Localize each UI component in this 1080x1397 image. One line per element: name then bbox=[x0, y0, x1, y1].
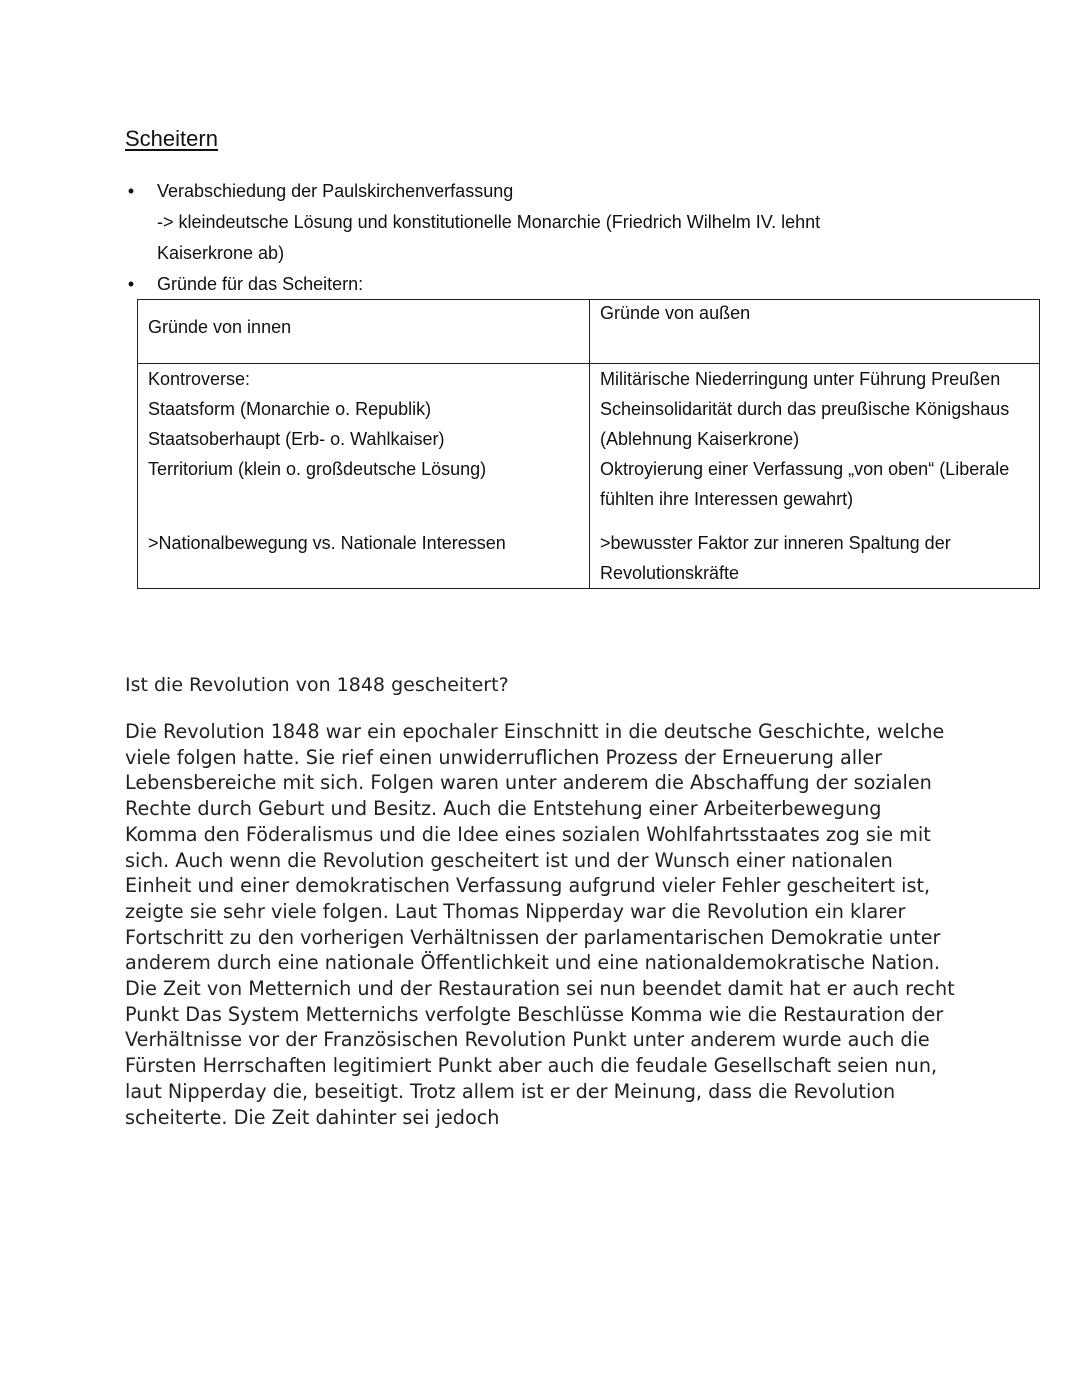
bullet-list bbox=[125, 176, 1025, 300]
essay-line: Einheit und einer demokratischen Verfassung aufgrund vieler Fehler gescheitert ist, bbox=[125, 874, 931, 898]
bullet-subtext: Kaiserkrone ab) bbox=[157, 243, 285, 263]
essay-line: Fortschritt zu den vorherigen Verhältnissen der parlamentarischen Demokratie unter bbox=[125, 925, 941, 949]
cell-line: Kontroverse: bbox=[148, 369, 251, 389]
table-header-outer: Gründe von außen bbox=[590, 300, 1040, 364]
bullet-subtext: -> kleindeutsche Lösung und konstitutionelle Monarchie (Friedrich Wilhelm IV. lehnt bbox=[157, 212, 821, 232]
table-header-inner: Gründe von innen bbox=[138, 300, 590, 364]
section-title: Scheitern bbox=[125, 126, 218, 151]
essay-line: Die Zeit von Metternich und der Restauration sei nun beendet damit hat er auch recht bbox=[125, 977, 955, 1001]
table-cell-inner bbox=[138, 364, 590, 589]
cell-conclusion: >Nationalbewegung vs. Nationale Interessen bbox=[148, 533, 506, 553]
table-cell-outer bbox=[590, 364, 1040, 589]
cell-line: Staatsoberhaupt (Erb- o. Wahlkaiser) bbox=[148, 429, 445, 449]
essay-line: viele folgen hatte. Sie rief einen unwiderruflichen Prozess der Erneuerung aller bbox=[125, 745, 883, 769]
table-header-row bbox=[138, 300, 1040, 364]
essay-line: Punkt Das System Metternichs verfolgte Beschlüsse Komma wie die Restauration der bbox=[125, 1002, 944, 1026]
essay-line: Komma den Föderalismus und die Idee eines sozialen Wohlfahrtsstaates zog sie mit bbox=[125, 822, 931, 846]
cell-line: (Ablehnung Kaiserkrone) bbox=[600, 429, 800, 449]
cell-line: Oktroyierung einer Verfassung „von oben“ (Liberale bbox=[600, 459, 1010, 479]
cell-gap bbox=[148, 514, 579, 528]
essay-line: zeigte sie sehr viele folgen. Laut Thomas Nipperday war die Revolution ein klarer bbox=[125, 899, 906, 923]
cell-line: Militärische Niederringung unter Führung Preußen bbox=[600, 369, 1001, 389]
essay-line: sich. Auch wenn die Revolution gescheitert ist und der Wunsch einer nationalen bbox=[125, 848, 893, 872]
bullet-text: Verabschiedung der Paulskirchenverfassung bbox=[157, 181, 514, 201]
cell-conclusion: Revolutionskräfte bbox=[600, 563, 740, 583]
essay-line: Fürsten Herrschaften legitimiert Punkt aber auch die feudale Gesellschaft seien nun, bbox=[125, 1054, 938, 1078]
cell-line: fühlten ihre Interessen gewahrt) bbox=[600, 489, 854, 509]
essay-line: scheiterte. Die Zeit dahinter sei jedoch bbox=[125, 1105, 500, 1129]
essay-question: Ist die Revolution von 1848 gescheitert? bbox=[125, 674, 509, 696]
bullet-marker: • bbox=[127, 181, 135, 201]
bullet-item bbox=[125, 269, 1025, 300]
cell-conclusion: >bewusster Faktor zur inneren Spaltung der bbox=[600, 533, 951, 553]
cell-gap bbox=[600, 514, 1029, 528]
essay-paragraph bbox=[125, 719, 985, 1130]
essay-line: anderem durch eine nationale Öffentlichkeit und eine nationaldemokratische Nation. bbox=[125, 951, 940, 975]
bullet-item bbox=[125, 176, 1025, 269]
reasons-table bbox=[137, 299, 1040, 589]
essay-line: Verhältnisse vor der Französischen Revolution Punkt unter anderem wurde auch die bbox=[125, 1028, 930, 1052]
essay-line: Rechte durch Geburt und Besitz. Auch die Entstehung einer Arbeiterbewegung bbox=[125, 797, 882, 821]
table-row bbox=[138, 364, 1040, 589]
cell-line: Scheinsolidarität durch das preußische Königshaus bbox=[600, 399, 1010, 419]
bullet-marker: • bbox=[127, 274, 135, 294]
cell-spacer bbox=[148, 484, 579, 514]
essay-line: laut Nipperday die, beseitigt. Trotz allem ist er der Meinung, dass die Revolution bbox=[125, 1079, 896, 1103]
cell-line: Territorium (klein o. großdeutsche Lösung) bbox=[148, 459, 487, 479]
cell-line: Staatsform (Monarchie o. Republik) bbox=[148, 399, 432, 419]
bullet-text: Gründe für das Scheitern: bbox=[157, 274, 364, 294]
essay-line: Die Revolution 1848 war ein epochaler Einschnitt in die deutsche Geschichte, welche bbox=[125, 720, 945, 743]
essay-line: Lebensbereiche mit sich. Folgen waren unter anderem die Abschaffung der sozialen bbox=[125, 771, 932, 795]
